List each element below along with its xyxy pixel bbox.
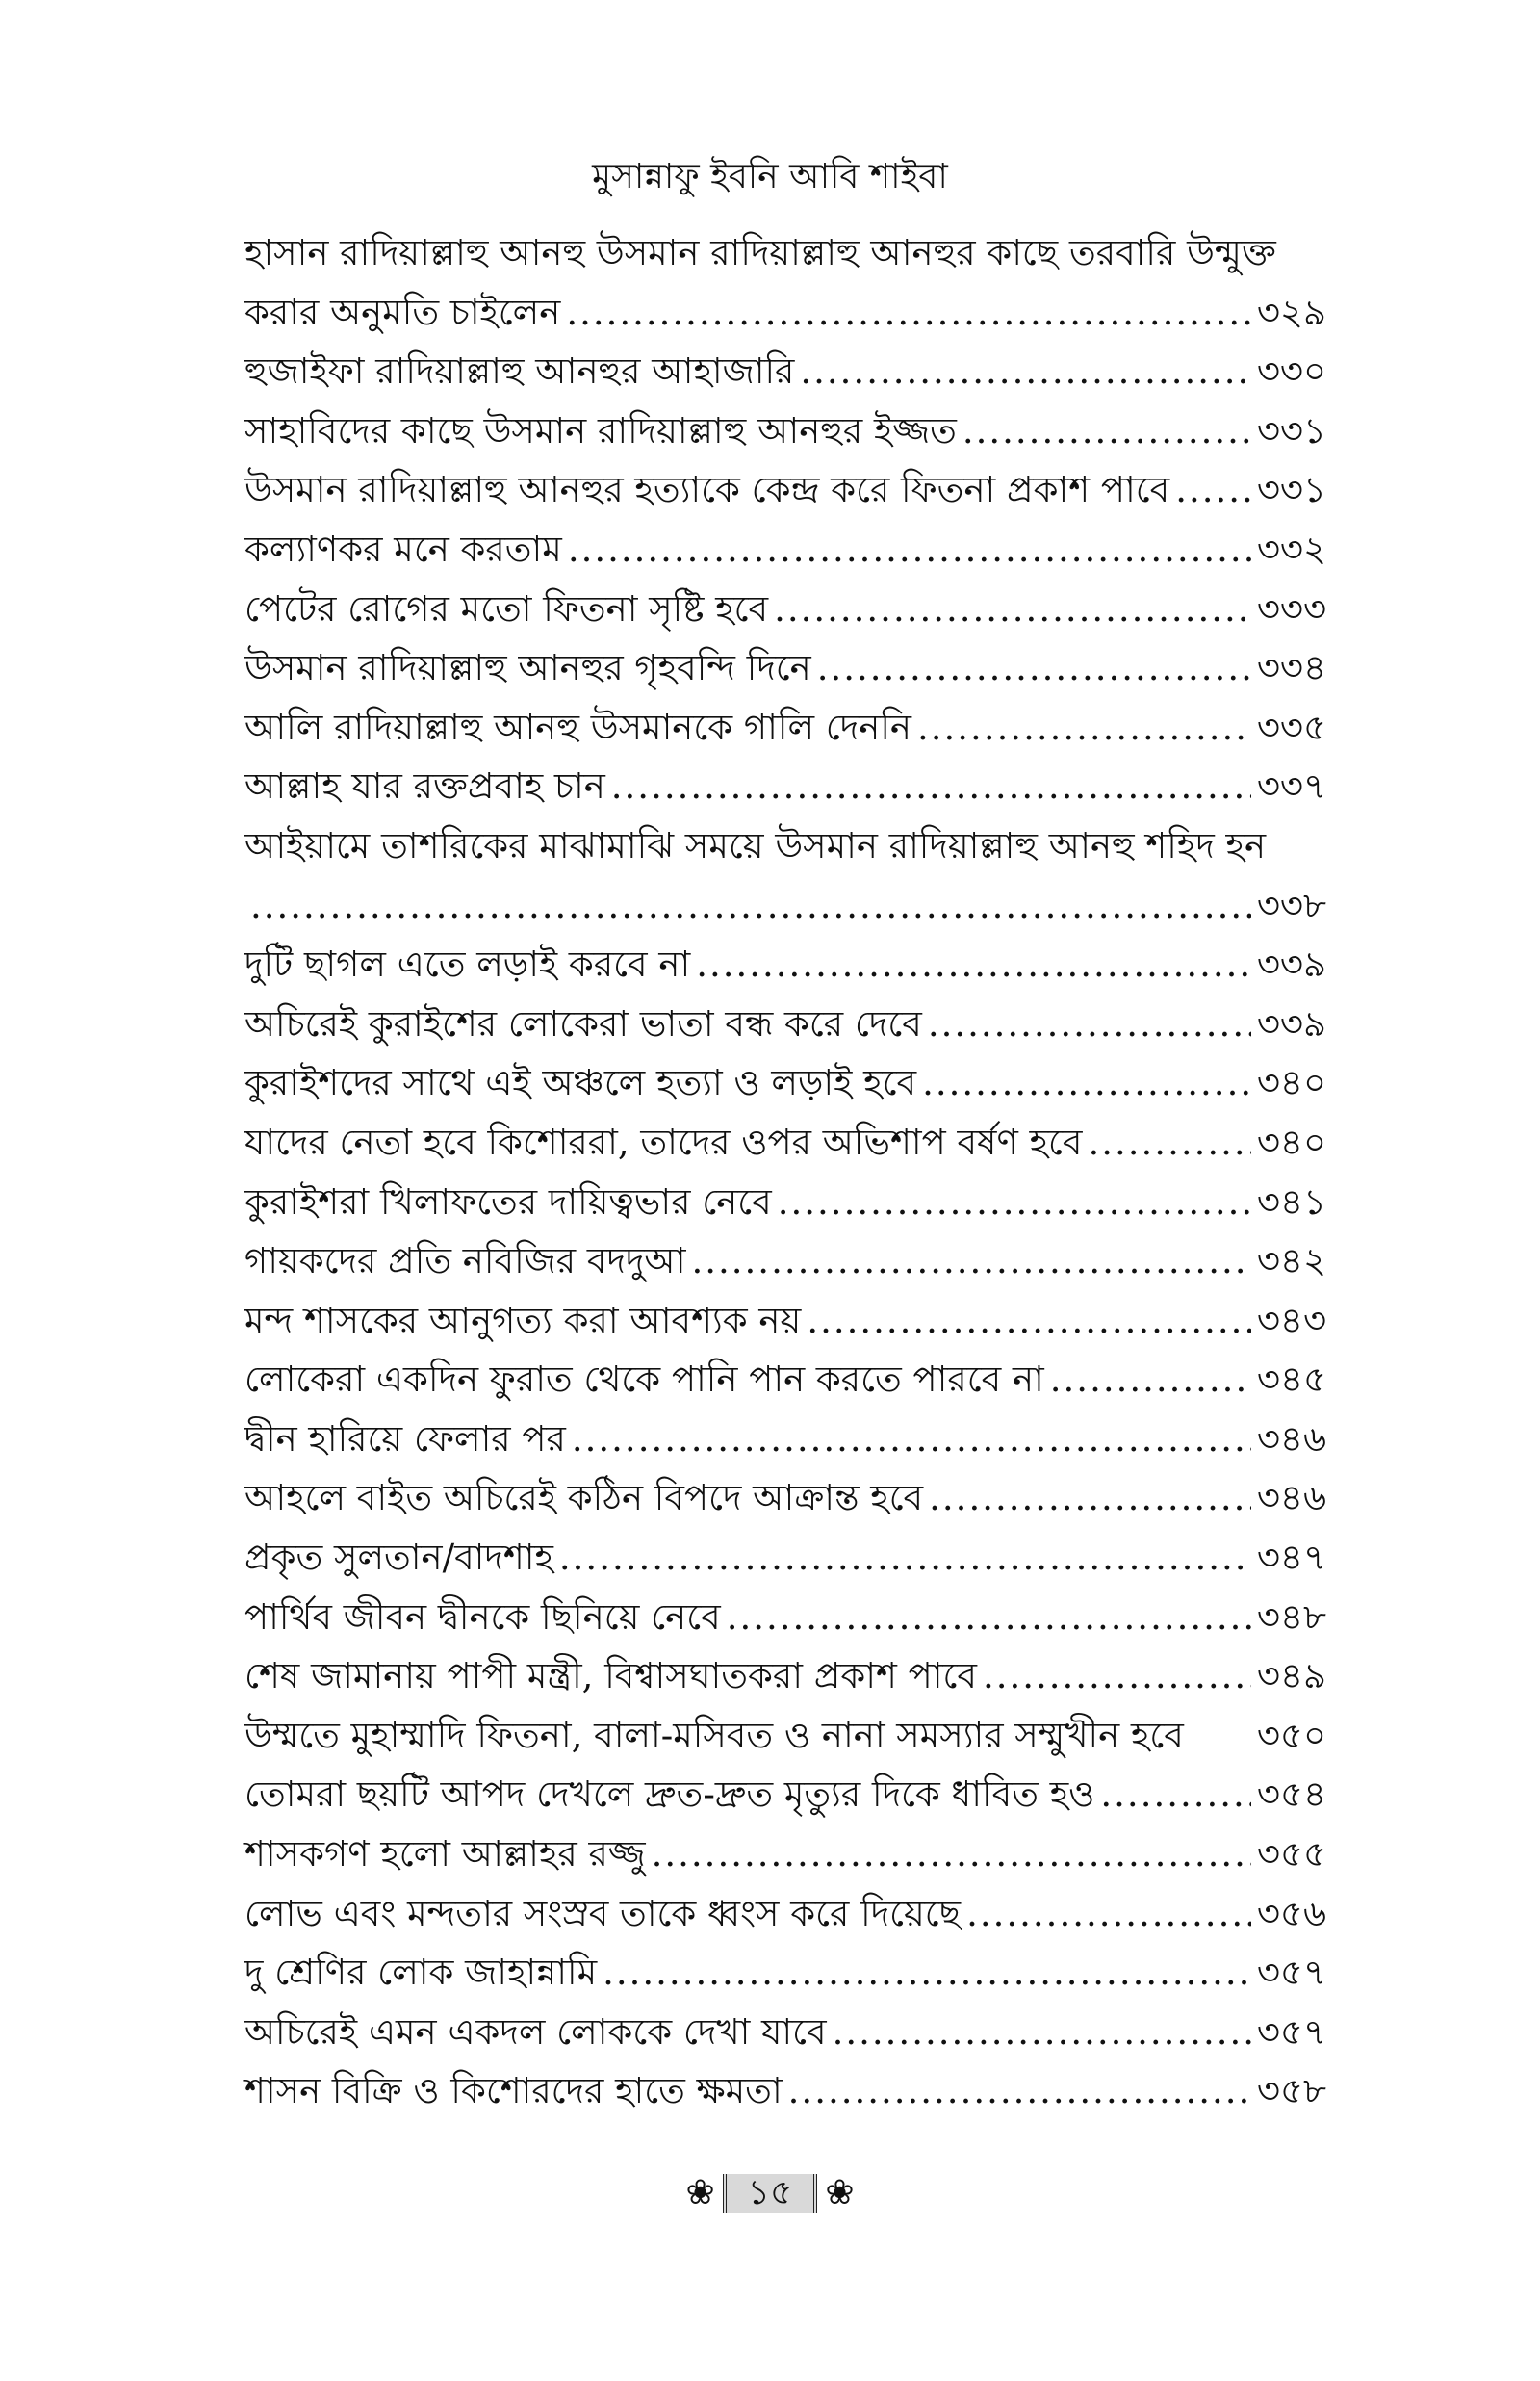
toc-entry-title: উম্মতে মুহাম্মাদি ফিতনা, বালা-মসিবত ও নানা সমস্যার সম্মুখীন হবে <box>244 1714 1184 1756</box>
toc-entry-title: লোভ এবং মন্দতার সংস্রব তাকে ধ্বংস করে দিয়েছে <box>244 1892 962 1934</box>
toc-entry-title: পেটের রোগের মতো ফিতনা সৃষ্টি হবে <box>244 587 769 630</box>
dot-leader <box>962 401 1251 461</box>
toc-entry-title: মন্দ শাসকের আনুগত্য করা আবশ্যক নয় <box>244 1299 802 1341</box>
toc-entry <box>244 698 1326 758</box>
toc-page-number: ৩৪৮ <box>1256 1595 1326 1638</box>
toc-entry-title: দ্বীন হারিয়ে ফেলার পর <box>244 1417 566 1460</box>
toc-page-number: ৩৫০ <box>1256 1714 1326 1756</box>
toc-entry <box>244 1350 1326 1410</box>
dot-leader <box>778 1173 1251 1232</box>
toc-entry <box>244 401 1326 461</box>
dot-leader <box>572 1410 1251 1469</box>
dot-leader <box>929 1468 1251 1528</box>
page-footer <box>0 2174 1540 2213</box>
dot-leader <box>800 342 1250 401</box>
toc-entry <box>244 342 1326 401</box>
toc-page-number: ৩৩৭ <box>1256 765 1326 808</box>
toc-entry <box>244 1113 1326 1173</box>
toc-page-number: ৩৩৯ <box>1256 944 1326 986</box>
toc-entry <box>244 1528 1326 1588</box>
right-ornament-icon: ❀ <box>825 2173 855 2213</box>
toc-page-number: ৩৪২ <box>1256 1240 1326 1282</box>
dot-leader <box>568 520 1251 580</box>
toc-entry <box>244 1053 1326 1113</box>
toc-page-number: ৩৪০ <box>1256 1062 1326 1104</box>
toc-entry <box>244 1706 1326 1766</box>
toc-entry <box>244 1173 1326 1232</box>
dot-leader <box>652 1825 1251 1884</box>
toc-page-number: ৩৫৭ <box>1256 1952 1326 1994</box>
toc-entry-title-line: হাসান রাদিয়াল্লাহু আনহু উসমান রাদিয়াল্লাহু আনহুর কাছে তরবারি উন্মুক্ত <box>244 232 1276 273</box>
toc-page-number: ৩৪৫ <box>1256 1359 1326 1401</box>
page-number-frame <box>685 2174 854 2213</box>
toc-entry <box>244 460 1326 520</box>
toc-page-number: ৩৩৫ <box>1256 706 1326 748</box>
toc-entry-title-line: আইয়ামে তাশরিকের মাঝামাঝি সময়ে উসমান রাদিয়াল্লাহু আনহু শহিদ হন <box>244 824 1267 867</box>
toc-entry <box>244 935 1326 995</box>
toc-entry <box>244 1646 1326 1706</box>
toc-entry-title: আলি রাদিয়াল্লাহু আনহু উসমানকে গালি দেননি <box>244 706 912 748</box>
toc-page-number: ৩৪১ <box>1256 1180 1326 1223</box>
toc-entry <box>244 995 1326 1054</box>
toc-entry <box>244 1588 1326 1647</box>
dot-leader <box>817 638 1251 698</box>
toc-entry-title: তোমরা ছয়টি আপদ দেখলে দ্রুত-দ্রুত মৃত্যুর দিকে ধাবিত হও <box>244 1773 1095 1816</box>
dot-leader <box>807 1291 1251 1351</box>
running-header: মুসান্নাফু ইবনি আবি শাইবা <box>592 157 948 196</box>
dot-leader <box>250 876 1251 936</box>
dot-leader <box>833 2003 1251 2062</box>
toc-entry <box>244 1291 1326 1351</box>
toc-entry <box>244 520 1326 580</box>
toc-entry <box>244 283 1326 343</box>
dot-leader <box>692 1231 1251 1291</box>
toc-entry <box>244 757 1326 816</box>
dot-leader <box>917 698 1251 758</box>
toc-entry <box>244 1765 1326 1825</box>
toc-entry <box>244 1410 1326 1469</box>
dot-leader <box>774 580 1251 639</box>
dot-leader <box>928 995 1251 1054</box>
page-number: ১৫ <box>723 2174 818 2213</box>
toc-entry-title: আহলে বাইত অচিরেই কঠিন বিপদে আক্রান্ত হবে <box>244 1477 924 1519</box>
toc-entry-title: লোকেরা একদিন ফুরাত থেকে পানি পান করতে পারবে না <box>244 1359 1044 1401</box>
toc-entry-title: কুরাইশদের সাথে এই অঞ্চলে হত্যা ও লড়াই হবে <box>244 1062 917 1104</box>
toc-entry <box>244 1884 1326 1944</box>
toc-entry-title: আল্লাহ যার রক্তপ্রবাহ চান <box>244 765 605 808</box>
toc-page-number: ৩৪৩ <box>1256 1299 1326 1341</box>
toc-entry <box>244 2003 1326 2062</box>
toc-page-number: ৩৩১ <box>1256 409 1326 452</box>
dot-leader <box>559 1528 1251 1588</box>
toc-page-number: ৩৪৬ <box>1256 1417 1326 1460</box>
dot-leader <box>788 2061 1251 2121</box>
toc-entry-title: হুজাইফা রাদিয়াল্লাহু আনহুর আহাজারি <box>244 350 795 393</box>
dot-leader <box>1089 1113 1251 1173</box>
toc-entry-title: কুরাইশরা খিলাফতের দায়িত্বভার নেবে <box>244 1180 772 1223</box>
table-of-contents <box>244 223 1326 2121</box>
toc-page-number: ৩৩৩ <box>1256 587 1326 630</box>
toc-entry-title: কল্যাণকর মনে করতাম <box>244 528 562 570</box>
toc-page-number: ৩৩১ <box>1256 469 1326 511</box>
toc-entry <box>244 638 1326 698</box>
left-ornament-icon: ❀ <box>685 2173 715 2213</box>
toc-page-number: ৩৫৮ <box>1256 2070 1326 2112</box>
toc-entry-title: উসমান রাদিয়াল্লাহু আনহুর গৃহবন্দি দিনে <box>244 647 811 689</box>
toc-page-number: ৩৩২ <box>1256 528 1326 570</box>
toc-page-number: ৩৫৭ <box>1256 2010 1326 2053</box>
toc-entry <box>244 580 1326 639</box>
toc-page-number: ৩৪৭ <box>1256 1537 1326 1579</box>
dot-leader <box>696 935 1251 995</box>
toc-page-number: ৩৫৪ <box>1256 1773 1326 1816</box>
toc-entry-title: শেষ জামানায় পাপী মন্ত্রী, বিশ্বাসঘাতকরা প্রকাশ পাবে <box>244 1655 977 1697</box>
toc-entry <box>244 1231 1326 1291</box>
toc-entry-title: করার অনুমতি চাইলেন <box>244 291 561 333</box>
dot-leader <box>1050 1350 1251 1410</box>
toc-entry <box>244 1825 1326 1884</box>
toc-page-number: ৩৪৯ <box>1256 1655 1326 1697</box>
toc-page-number: ৩৫৫ <box>1256 1833 1326 1876</box>
toc-entry-title: অচিরেই এমন একদল লোককে দেখা যাবে <box>244 2010 827 2053</box>
dot-leader <box>922 1053 1251 1113</box>
dot-leader <box>566 283 1251 343</box>
dot-leader <box>611 757 1251 816</box>
toc-entry-title: উসমান রাদিয়াল্লাহু আনহুর হত্যাকে কেন্দ্র করে ফিতনা প্রকাশ পাবে <box>244 469 1170 511</box>
toc-entry-title: সাহাবিদের কাছে উসমান রাদিয়াল্লাহু আনহুর ইজ্জত <box>244 409 957 452</box>
dot-leader <box>1175 460 1251 520</box>
toc-entry <box>244 1468 1326 1528</box>
toc-entry-title: দু শ্রেণির লোক জাহান্নামি <box>244 1952 598 1994</box>
toc-page-number: ৩৪৬ <box>1256 1477 1326 1519</box>
toc-page-number: ৩৪০ <box>1256 1121 1326 1163</box>
toc-entry-title: শাসকগণ হলো আল্লাহর রজ্জু <box>244 1833 646 1876</box>
toc-entry-title: যাদের নেতা হবে কিশোররা, তাদের ওপর অভিশাপ বর্ষণ হবে <box>244 1121 1083 1163</box>
toc-entry-title: পার্থিব জীবন দ্বীনকে ছিনিয়ে নেবে <box>244 1595 721 1638</box>
toc-page-number: ৩৩৮ <box>1256 884 1326 926</box>
toc-page-number: ৩২৯ <box>1256 291 1326 333</box>
dot-leader <box>966 1884 1251 1944</box>
toc-entry <box>244 2061 1326 2121</box>
toc-page-number: ৩৩৯ <box>1256 1002 1326 1045</box>
toc-entry <box>244 876 1326 936</box>
toc-entry-title: শাসন বিক্রি ও কিশোরদের হাতে ক্ষমতা <box>244 2070 783 2112</box>
toc-page-number: ৩৩০ <box>1256 350 1326 393</box>
toc-entry-title: দুটি ছাগল এতে লড়াই করবে না <box>244 944 691 986</box>
toc-entry-title: অচিরেই কুরাইশের লোকেরা ভাতা বন্ধ করে দেবে <box>244 1002 922 1045</box>
toc-entry-title: গায়কদের প্রতি নবিজির বদদুআ <box>244 1240 686 1282</box>
toc-entry-title: প্রকৃত সুলতান/বাদশাহ <box>244 1537 553 1579</box>
dot-leader <box>603 1943 1251 2003</box>
dot-leader <box>983 1646 1251 1706</box>
toc-page-number: ৩৩৪ <box>1256 647 1326 689</box>
toc-entry <box>244 1943 1326 2003</box>
dot-leader <box>1100 1765 1251 1825</box>
dot-leader <box>727 1588 1251 1647</box>
toc-page-number: ৩৫৬ <box>1256 1892 1326 1934</box>
